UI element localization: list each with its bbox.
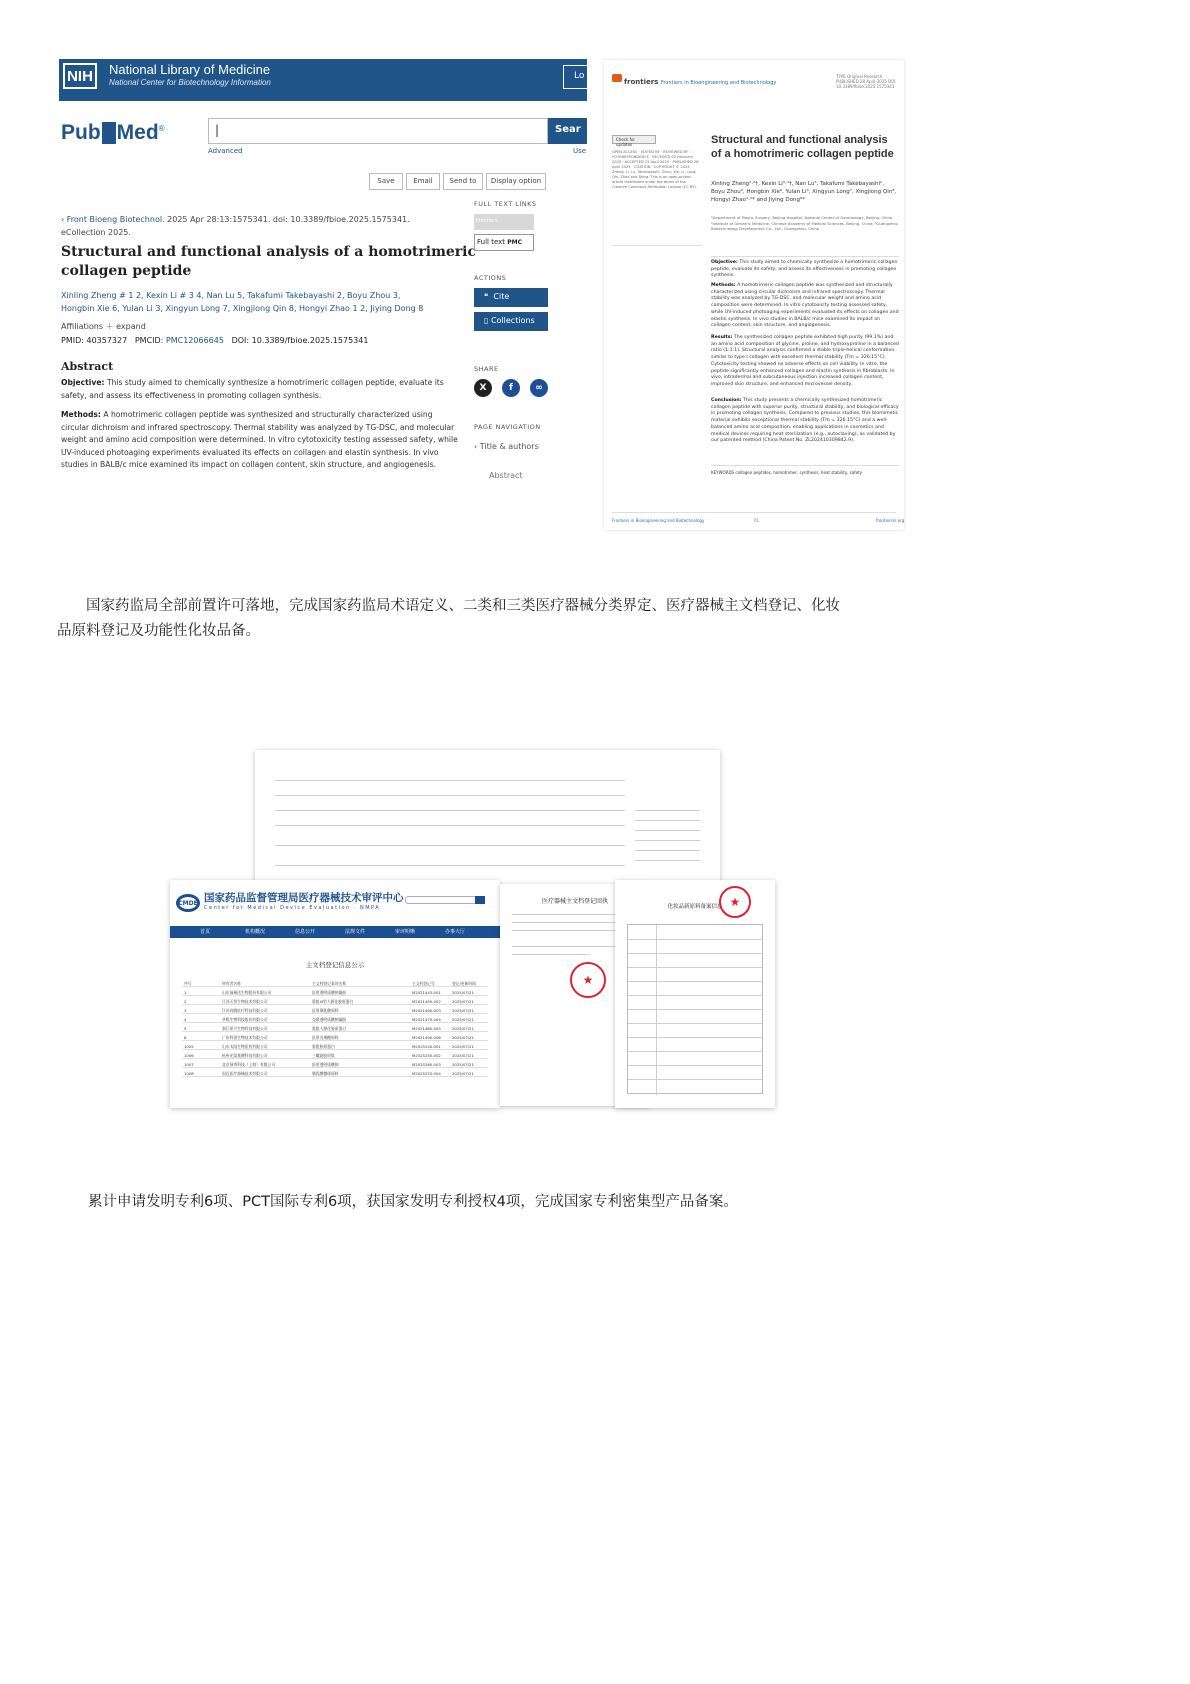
table-cell: 6 xyxy=(184,1035,187,1040)
table-line xyxy=(628,1037,762,1038)
table-row xyxy=(182,1025,488,1032)
nav-review[interactable]: 审评明晰 xyxy=(395,929,416,935)
link-icon[interactable]: ∞ xyxy=(530,379,548,397)
table-cell: 2025/07/21 xyxy=(452,1062,474,1067)
form-title: 化妆品新原料备案信息 xyxy=(667,904,723,910)
table-row xyxy=(182,1007,488,1014)
pmc-badge: PMC xyxy=(507,239,523,246)
table-cell: 2025/07/21 xyxy=(452,1008,474,1013)
x-icon[interactable]: X xyxy=(474,379,492,397)
cmde-search-input[interactable] xyxy=(405,896,485,904)
table-line xyxy=(628,1051,762,1052)
frontiers-full-text-link[interactable]: Frontiers xyxy=(474,214,534,230)
table-cell: 4 xyxy=(184,1017,187,1022)
table-cell: 医用壳聚糖原料 xyxy=(312,1035,339,1040)
table-cell: 杭州光氨基酸科技有限公司 xyxy=(222,1053,268,1058)
official-seal xyxy=(570,962,606,998)
pmcid-label: PMCID: xyxy=(134,336,166,345)
frontiers-logo-icon xyxy=(612,74,622,82)
table-column-line xyxy=(656,925,657,1095)
article-title: Structural and functional analysis of a homotrimeric collagen peptide xyxy=(61,244,477,279)
text-line xyxy=(512,954,590,955)
authors-line-1[interactable]: Xinling Zheng # 1 2, Kexin Li # 3 4, Nan Lu 5, Takafumi Takebayashi 2, Boyu Zhou 3, xyxy=(61,291,401,300)
pmc-full-text-link[interactable] xyxy=(474,234,534,251)
abstract-methods xyxy=(61,409,459,472)
identifiers xyxy=(61,336,368,345)
search-icon[interactable] xyxy=(475,896,485,904)
authors-line-2[interactable]: Hongbin Xie 6, Yulan Li 3, Xingyun Long 7, Xingjiong Qin 8, Hongyi Zhao 1 2, Jiying Dong 8 xyxy=(61,304,424,313)
table-cell: 登记/更新时间 xyxy=(452,981,477,986)
table-cell: 3 xyxy=(184,1008,187,1013)
table-row xyxy=(182,1070,488,1077)
table-header-row xyxy=(182,980,488,987)
chevron-right-icon: › xyxy=(61,215,65,224)
footer-rule xyxy=(612,512,896,513)
table-cell: 重组胶原蛋白 xyxy=(312,1044,335,1049)
table-cell: 华熙生物科技股份有限公司 xyxy=(222,1017,268,1022)
frontiers-objective xyxy=(711,260,899,280)
table-cell: 1 xyxy=(184,990,187,995)
table-cell: 1006 xyxy=(184,1053,194,1058)
page-navigation-heading: PAGE NAVIGATION xyxy=(474,423,541,431)
text-line xyxy=(635,810,700,811)
frontiers-authors: Xinling Zheng¹·²†, Kexin Li³·⁴†, Nan Lu⁵, Takafumi Takebayashi², Boyu Zhou³, Hongbin Xie⁶, Yulan Li³, Xingyun Long⁷, Xingjiong Qin⁸, Hongyi Zhao¹·²* and Jiying Dong⁸* xyxy=(711,181,897,203)
collections-label: Collections xyxy=(490,316,535,325)
table-cell: M2025240-001 xyxy=(412,1044,441,1049)
table-cell: 2 xyxy=(184,999,187,1004)
frontiers-screenshot xyxy=(604,60,904,530)
frontiers-conclusion xyxy=(711,398,899,445)
logo-book-icon xyxy=(102,122,116,144)
keywords-rule xyxy=(711,465,899,466)
table-line xyxy=(628,1023,762,1024)
user-guide-link[interactable]: Use xyxy=(573,147,587,155)
table-cell: 2025/07/21 xyxy=(452,1035,474,1040)
author-list[interactable] xyxy=(61,289,481,315)
table-cell: 广东科创生物技术有限公司 xyxy=(222,1035,268,1040)
nih-subtitle: National Center for Biotechnology Information xyxy=(109,78,271,87)
table-cell: 重组III型人源化胶原蛋白 xyxy=(312,999,354,1004)
official-seal xyxy=(719,886,751,918)
cmde-header xyxy=(170,880,500,926)
paragraph-1-line-2: 品原料登记及功能性化妆品备。 xyxy=(57,623,260,639)
nih-header xyxy=(59,59,587,101)
footer-site: frontiersin.org xyxy=(876,518,904,523)
abstract-objective xyxy=(61,377,459,402)
fr-results-label: Results: xyxy=(711,335,733,340)
doi[interactable]: DOI: 10.3389/fbioe.2025.1575341 xyxy=(231,336,369,345)
text-line xyxy=(635,850,700,851)
table-line xyxy=(628,1065,762,1066)
frontiers-affiliations: ¹Department of Plastic Surgery, Beijing Hospital, National Center of Gerontology, Beijing, China, ²Institute of Geriatric Medicine, Chinese Academy of Medical Sciences, Beijing, China, ³Guangzhou Biotechnology Development Co., Ltd., Guangzhou, China xyxy=(711,215,899,231)
pubmed-logo[interactable] xyxy=(61,121,165,145)
table-cell: 5 xyxy=(184,1026,187,1031)
table-cell: 山东福瑞达生物股份有限公司 xyxy=(222,990,272,995)
classification-document-back xyxy=(255,750,720,900)
table-row xyxy=(182,1052,488,1059)
table-cell: M2021490-006 xyxy=(412,1035,441,1040)
text-line xyxy=(635,820,700,821)
article-meta: TYPE Original Research PUBLISHED 28 April 2025 DOI 10.3389/fbioe.2025.1575341 xyxy=(836,74,896,89)
table-line xyxy=(628,967,762,968)
table-cell: 医用聚乳酸原料 xyxy=(312,1008,339,1013)
table-line xyxy=(430,810,625,811)
facebook-icon[interactable]: f xyxy=(502,379,520,397)
fr-conclusion-label: Conclusion: xyxy=(711,398,742,403)
logo-pub: Pub xyxy=(61,121,101,144)
text-line xyxy=(635,860,700,861)
table-line xyxy=(628,953,762,954)
nav-home[interactable]: 首页 xyxy=(200,929,211,935)
table-cell: 三螺旋胶原肽 xyxy=(312,1053,335,1058)
cmde-name: 国家药品监督管理局医疗器械技术审评中心 xyxy=(204,892,404,904)
table-cell: M2021460-003 xyxy=(412,1008,441,1013)
chevron-left-icon: ‹ xyxy=(474,442,480,451)
objective-label: Objective: xyxy=(61,378,105,387)
login-button[interactable]: Lo xyxy=(563,65,587,89)
registration-table xyxy=(170,980,500,1108)
methods-label: Methods: xyxy=(61,410,101,419)
table-cell: 江苏尚腾医疗科技有限公司 xyxy=(222,1008,268,1013)
share-heading: SHARE xyxy=(474,365,499,373)
table-line xyxy=(628,981,762,982)
affiliations-toggle[interactable]: Affiliations ＋ expand xyxy=(61,322,146,331)
table-cell: 浙江景兴生物科技有限公司 xyxy=(222,1026,268,1031)
collections-button[interactable] xyxy=(474,312,548,331)
table-line xyxy=(628,1079,762,1080)
frontiers-logo xyxy=(624,78,776,86)
table-line xyxy=(628,1009,762,1010)
table-line xyxy=(430,865,625,866)
table-cell: 1005 xyxy=(184,1044,194,1049)
cite-label: Cite xyxy=(493,292,510,301)
table-row xyxy=(182,1061,488,1068)
pubmed-screenshot xyxy=(59,59,587,521)
table-cell: 国迈医疗器械技术有限公司 xyxy=(222,1071,268,1076)
table-line xyxy=(628,939,762,940)
cite-button[interactable] xyxy=(474,288,548,307)
paragraph-1-line-1: 国家药监局全部前置许可落地，完成国家药监局术语定义、二类和三类医疗器械分类界定、医疗器械主文档登记、化妆 xyxy=(86,598,840,614)
cmde-logo: CMDE xyxy=(176,894,200,912)
table-cell: 序号 xyxy=(184,981,192,986)
table-row xyxy=(182,998,488,1005)
search-caret: | xyxy=(215,123,220,137)
table-row xyxy=(182,989,488,996)
citation-line xyxy=(61,213,481,239)
table-cell: 重组人源化胶原蛋白 xyxy=(312,1026,347,1031)
search-button[interactable]: Sear xyxy=(548,118,587,144)
nav-title-authors-label: Title & authors xyxy=(479,442,539,451)
search-input[interactable] xyxy=(208,118,548,144)
table-cell: 医用透明质酸钠 xyxy=(312,1062,339,1067)
table-cell: 2025/07/21 xyxy=(452,1044,474,1049)
table-cell: M2025260-003 xyxy=(412,1062,441,1067)
pmid: PMID: 40357327 xyxy=(61,336,128,345)
table-cell: M2025250-002 xyxy=(412,1053,441,1058)
cosmetic-filing-sheet xyxy=(615,880,775,1108)
table-cell: 1008 xyxy=(184,1071,194,1076)
abstract-rule xyxy=(711,256,899,257)
nav-service[interactable]: 办事大厅 xyxy=(445,929,466,935)
table-line xyxy=(628,995,762,996)
nav-title-authors[interactable] xyxy=(474,442,539,451)
table-row xyxy=(182,1034,488,1041)
cmde-english-name: Center for Medical Device Evaluation · NMPA xyxy=(204,905,381,911)
full-text-label: Full text xyxy=(477,238,506,246)
certificate-collage xyxy=(170,750,820,1110)
table-cell: M2021450-002 xyxy=(412,999,441,1004)
table-cell: 山东太阳生物医药有限公司 xyxy=(222,1044,268,1049)
frontiers-name: frontiers xyxy=(624,78,659,86)
abstract-heading: Abstract xyxy=(61,360,114,373)
frontiers-title: Structural and functional analysis of a homotrimeric collagen peptide xyxy=(711,134,894,160)
table-cell: 2025/07/21 xyxy=(452,1026,474,1031)
table-cell: 医用透明质酸钠凝胶 xyxy=(312,990,347,995)
actions-heading: ACTIONS xyxy=(474,274,507,282)
frontiers-methods xyxy=(711,283,899,330)
citation-text: . 2025 Apr 28:13:1575341. doi: 10.3389/fbioe.2025.1575341. xyxy=(162,215,410,224)
sidebar-rule xyxy=(612,245,702,246)
logo-med: Med xyxy=(116,121,159,144)
nav-abstract[interactable]: Abstract xyxy=(489,471,523,480)
table-cell: 2025/07/21 xyxy=(452,1071,474,1076)
table-cell: 聚乳酸微球原料 xyxy=(312,1071,339,1076)
table-cell: M2021480-005 xyxy=(412,1026,441,1031)
quote-icon: ❝ xyxy=(484,292,494,301)
nav-info[interactable]: 信息公开 xyxy=(295,929,316,935)
nih-logo[interactable]: NIH xyxy=(63,63,97,89)
table-cell: 交联透明质酸钠凝胶 xyxy=(312,1017,347,1022)
star-icon: ★ xyxy=(729,895,741,909)
check-updates-badge[interactable]: Check for updates xyxy=(612,135,656,144)
cmde-nav-bar xyxy=(170,926,500,938)
table-cell: M2021443-001 xyxy=(412,990,441,995)
table-cell: M2025270-004 xyxy=(412,1071,441,1076)
bookmark-icon: ▯ xyxy=(484,316,491,325)
table-row xyxy=(182,1016,488,1023)
table-cell: 江苏天智生物技术有限公司 xyxy=(222,999,268,1004)
frontiers-keywords: KEYWORDS collagen peptides, homotrimer, synthesis, heat stability, safety xyxy=(711,470,862,475)
footer-page: 01 xyxy=(754,518,760,523)
display-options-button[interactable]: Display option xyxy=(486,173,546,190)
table-cell: 2025/07/21 xyxy=(452,1017,474,1022)
advanced-search-link[interactable]: Advanced xyxy=(208,147,243,155)
table-cell: 2025/07/21 xyxy=(452,999,474,1004)
table-cell: 1007 xyxy=(184,1062,194,1067)
ecollection-text: eCollection 2025. xyxy=(61,228,131,237)
frontiers-results xyxy=(711,335,899,389)
fr-objective-label: Objective: xyxy=(711,260,738,265)
table-line xyxy=(430,825,625,826)
table-row xyxy=(182,1043,488,1050)
nav-about[interactable]: 机构概况 xyxy=(245,929,266,935)
journal-link[interactable]: Front Bioeng Biotechnol xyxy=(66,215,163,224)
save-button[interactable]: Save xyxy=(369,173,403,190)
table-cell: 北京绿秀科技（上海）有限公司 xyxy=(222,1062,276,1067)
pmcid-link[interactable]: PMC12066645 xyxy=(165,336,224,345)
logo-registered: ® xyxy=(158,124,165,133)
text-line xyxy=(635,840,700,841)
nih-title: National Library of Medicine xyxy=(109,62,271,77)
fr-objective-text: This study aimed to chemically synthesize a homotrimeric collagen peptide, evaluate its safety, and assess its effectiveness in promoting collagen synthesis. xyxy=(711,260,898,279)
full-text-links-heading: FULL TEXT LINKS xyxy=(474,200,537,208)
objective-text: This study aimed to chemically synthesize a homotrimeric collagen peptide, evaluate its safety, and assess its effectiveness in promoting collagen synthesis. xyxy=(61,378,444,400)
table-cell: 主文档登记事项名称 xyxy=(312,981,347,986)
fr-methods-text: A homotrimeric collagen peptide was synthesized and structurally characterized using circular dichroism and infrared spectroscopy. Thermal stability was analyzed by TG-DSC, and molecular weight and amino acid composition were determined. In vitro cytotoxicity testing assessed safety, while UV-induced photoaging experiments evaluated its effects on collagen and elastin synthesis. In vivo studies in BALB/c mice examined its impact on collagen content, skin structure, and angiogenesis. xyxy=(711,283,899,329)
table-line xyxy=(430,780,625,781)
table-line xyxy=(430,795,625,796)
sidebar-text: OPEN ACCESS · EDITED BY · REVIEWED BY · *CORRESPONDENCE · RECEIVED 02 February 2025 · ACCEPTED 15 April 2025 · PUBLISHED 28 April 2025 · CITATION · COPYRIGHT © 2025 Zheng, Li, Lu, Takebayashi, Zhou, Xie, Li, Long, Qin, Zhao and Dong. This is an open-access article distributed under the terms of the Creative Commons Attribution License (CC BY). xyxy=(612,150,699,189)
table-cell: 所有者名称 xyxy=(222,981,241,986)
notice-title: 主文档登记信息公示 xyxy=(305,961,365,969)
send-to-button[interactable]: Send to xyxy=(443,173,483,190)
table-cell: 主文档登记号 xyxy=(412,981,435,986)
receipt-title: 医疗器械主文档登记回执 xyxy=(541,898,608,905)
text-line xyxy=(635,830,700,831)
fr-methods-label: Methods: xyxy=(711,283,736,288)
fr-conclusion-text: This study presents a chemically synthesized homotrimeric collagen peptide with superior purity, structural stability, and biological efficacy in promoting collagen synthesis. Compared to previous studies, this biomimetic material exhibits exceptional thermal stability (Tm = 326.15°C) and a well-balanced amino acid composition, enabling applications in cosmetics and medical devices requiring heat sterilization (e.g., autoclaving), as validated by our patented method (China Patent No. ZL202410309842.9). xyxy=(711,398,899,444)
methods-text: A homotrimeric collagen peptide was synthesized and structurally characterized using circular dichroism and infrared spectroscopy. Thermal stability was analyzed by TG-DSC, and molecular weight and amino acid composition were determined. In vitro cytotoxicity testing assessed safety, while UV-induced photoaging experiments evaluated its effects on collagen and elastin synthesis. In vivo studies in BALB/c mice examined its impact on collagen content, skin structure, and angiogenesis. xyxy=(61,410,458,469)
star-icon: ★ xyxy=(582,973,594,987)
email-button[interactable]: Email xyxy=(406,173,440,190)
table-line xyxy=(430,845,625,846)
fr-results-text: The synthesized collagen peptide exhibited high purity (99.1%) and an amino acid composition of glycine, proline, and hydroxyproline in a balanced ratio (1:1:1). Structural analysis confirmed a stable triple-helical conformation similar to type I collagen with excellent thermal stability (Tm = 326.15°C). Cytotoxicity testing showed no adverse effects on cell viability. In vitro, the peptide significantly enhanced collagen and elastin synthesis in fibroblasts. In vivo, intradermal and subcutaneous injection increased collagen content, improved skin structure, and enhanced microvessel density. xyxy=(711,335,899,387)
nav-regulations[interactable]: 法规文件 xyxy=(345,929,366,935)
frontiers-journal: Frontiers in Bioengineering and Biotechnology xyxy=(660,80,777,86)
sidebar-text-continued xyxy=(612,245,702,425)
cmde-website-sheet xyxy=(170,880,500,1108)
table-cell: 2025/07/21 xyxy=(452,1053,474,1058)
table-cell: M2021470-004 xyxy=(412,1017,441,1022)
footer-journal: Frontiers in Bioengineering and Biotechnology xyxy=(612,518,705,523)
table-cell: 2025/07/21 xyxy=(452,990,474,995)
form-table xyxy=(627,924,763,1094)
paragraph-2: 累计申请发明专利6项、PCT国际专利6项，获国家发明专利授权4项，完成国家专利密集型产品备案。 xyxy=(88,1194,738,1210)
